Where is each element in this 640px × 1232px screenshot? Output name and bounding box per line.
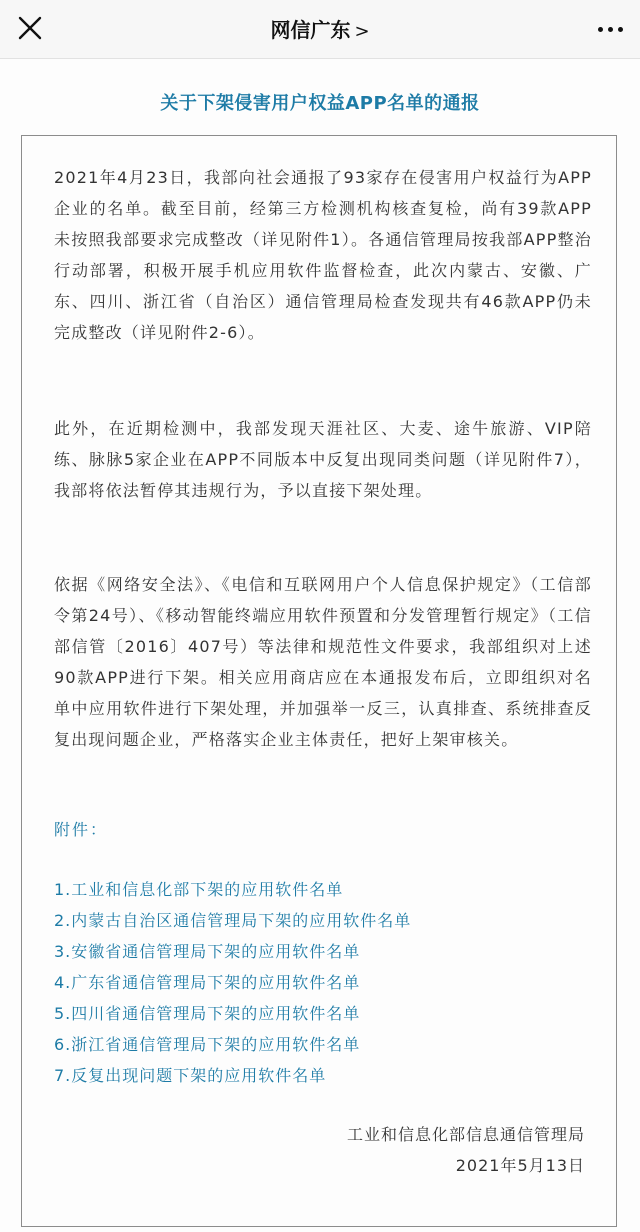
attachments-heading: 附件：: [54, 820, 109, 839]
issuer-signature: 工业和信息化部信息通信管理局: [346, 1125, 585, 1144]
attachment-item-6[interactable]: 6.浙江省通信管理局下架的应用软件名单: [54, 1035, 361, 1054]
account-title[interactable]: [0, 14, 640, 43]
attachment-item-4[interactable]: 4.广东省通信管理局下架的应用软件名单: [54, 973, 361, 992]
attachment-item-2[interactable]: 2.内蒙古自治区通信管理局下架的应用软件名单: [54, 911, 412, 930]
more-icon[interactable]: [596, 19, 626, 39]
paragraph-2: 此外，在近期检测中，我部发现天涯社区、大麦、途牛旅游、VIP陪练、脉脉5家企业在APP不同版本中反复出现同类问题（详见附件7），我部将依法暂停其违规行为，予以直接下架处理。: [54, 419, 592, 500]
attachments-list: [54, 874, 411, 1091]
chevron-right-icon[interactable]: >: [354, 21, 370, 42]
account-name[interactable]: 网信广东: [270, 18, 351, 42]
attachment-item-5[interactable]: 5.四川省通信管理局下架的应用软件名单: [54, 1004, 361, 1023]
issue-date: 2021年5月13日: [455, 1156, 585, 1175]
article-content: [0, 59, 640, 1232]
paragraph-3: 依据《网络安全法》、《电信和互联网用户个人信息保护规定》（工信部令第24号）、《移动智能终端应用软件预置和分发管理暂行规定》（工信部信管〔2016〕407号）等法律和规范性文件要求，我部组织对上述90款APP进行下架。相关应用商店应在本通报发布后，立即组织对名单中应用软件进行下架处理，并加强举一反三，认真排查、系统排查反复出现问题企业，严格落实企业主体责任，把好上架审核关。: [54, 575, 592, 749]
top-navigation-bar: [0, 0, 640, 59]
attachment-item-1[interactable]: 1.工业和信息化部下架的应用软件名单: [54, 880, 344, 899]
paragraph-1: 2021年4月23日，我部向社会通报了93家存在侵害用户权益行为APP企业的名单。截至目前，经第三方检测机构核查复检，尚有39款APP未按照我部要求完成整改（详见附件1）。各通信管理局按我部APP整治行动部署，积极开展手机应用软件监督检查，此次内蒙古、安徽、广东、四川、浙江省（自治区）通信管理局检查发现共有46款APP仍未完成整改（详见附件2-6）。: [54, 168, 592, 342]
notice-title: 关于下架侵害用户权益APP名单的通报: [160, 93, 480, 114]
attachment-item-7[interactable]: 7.反复出现问题下架的应用软件名单: [54, 1066, 327, 1085]
attachment-item-3[interactable]: 3.安徽省通信管理局下架的应用软件名单: [54, 942, 361, 961]
